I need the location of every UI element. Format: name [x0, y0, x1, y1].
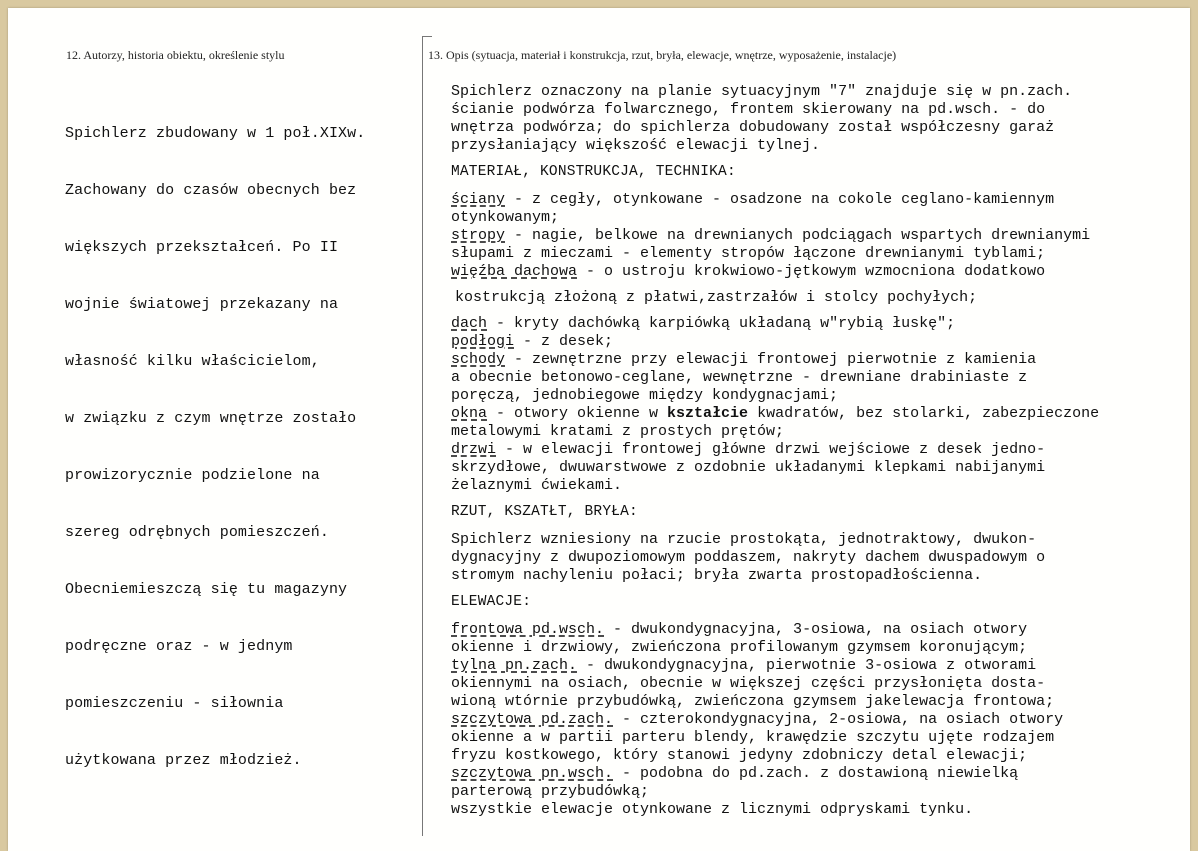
- text-line: okiennymi na osiach, obecnie w większej części przysłonięta dosta-: [451, 675, 1046, 692]
- term-ceilings: stropy: [451, 227, 506, 244]
- rear-elevation-desc: - dwukondygnacyjna, pierwotnie 3-osiowa z otworami: [577, 657, 1037, 674]
- windows-desc-bold: kształcie: [667, 405, 749, 422]
- front-elevation-desc: - dwukondygnacyjna, 3-osiowa, na osiach otwory: [604, 621, 1028, 638]
- term-front-elevation: frontowa pd.wsch.: [451, 621, 605, 638]
- term-windows: okna: [451, 405, 488, 422]
- ceilings-desc: - nagie, belkowe na drewnianych podciągach wspartych drewnianymi: [505, 227, 1091, 244]
- text-line: większych przekształceń. Po II: [65, 239, 339, 256]
- walls-desc: - z cegły, otynkowane - osadzone na cokole ceglano-kamiennym: [505, 191, 1055, 208]
- section-heading-plan: RZUT, KSZATŁT, BRYŁA:: [451, 504, 638, 520]
- material-ceilings: [451, 227, 1181, 245]
- term-stairs: schody: [451, 351, 506, 368]
- term-walls: ściany: [451, 191, 506, 208]
- roof-desc: - kryty dachówką karpiówką układaną w"rybią łuskę";: [487, 315, 956, 332]
- text-line: otynkowanym;: [451, 209, 560, 226]
- floors-desc: - z desek;: [514, 333, 614, 350]
- description-text: [451, 83, 1181, 819]
- text-line: szereg odrębnych pomieszczeń.: [65, 524, 329, 541]
- windows-desc-b: kwadratów, bez stolarki, zabezpieczone: [748, 405, 1100, 422]
- elevation-gable-sw: [451, 711, 1181, 729]
- elevation-gable-ne: [451, 765, 1181, 783]
- text-line: Obecniemieszczą się tu magazyny: [65, 581, 348, 598]
- right-column-header: 13. Opis (sytuacja, materiał i konstrukcja, rzut, bryła, elewacje, wnętrze, wyposażenie, instalacje): [428, 48, 897, 62]
- roof-truss-desc: - o ustroju krokwiowo-jętkowym wzmocniona dodatkowo: [577, 263, 1046, 280]
- section-heading-material: MATERIAŁ, KONSTRUKCJA, TECHNIKA:: [451, 164, 736, 180]
- section-heading-elevations: ELEWACJE:: [451, 594, 532, 610]
- windows-desc-a: - otwory okienne w: [487, 405, 668, 422]
- text-line: kostrukcją złożoną z płatwi,zastrzałów i stolcy pochyłych;: [455, 289, 978, 306]
- elevation-front: [451, 621, 1181, 639]
- text-line: a obecnie betonowo-ceglane, wewnętrzne - drewniane drabiniaste z: [451, 369, 1028, 386]
- document-sheet: [8, 8, 1190, 851]
- text-line: okienne a w partii parteru blendy, krawędzie szczytu ujęte rodzajem: [451, 729, 1055, 746]
- gable-ne-desc: - podobna do pd.zach. z dostawioną niewielką: [613, 765, 1019, 782]
- text-line: poręczą, jednobiegowe między kondygnacjami;: [451, 387, 839, 404]
- material-floors: [451, 333, 1181, 351]
- term-rear-elevation: tylna pn.zach.: [451, 657, 578, 674]
- term-doors: drzwi: [451, 441, 497, 458]
- text-line: podręczne oraz - w jednym: [65, 638, 293, 655]
- material-roof: [451, 315, 1181, 333]
- material-stairs: [451, 351, 1181, 369]
- material-doors: [451, 441, 1181, 459]
- elevation-rear: [451, 657, 1181, 675]
- doors-desc: - w elewacji frontowej główne drzwi wejściowe z desek jedno-: [496, 441, 1046, 458]
- plan-line: stromym nachyleniu połaci; bryła zwarta prostopadłościenna.: [451, 567, 983, 584]
- text-line: prowizorycznie podzielone na: [65, 467, 320, 484]
- text-line: metalowymi kratami z prostych prętów;: [451, 423, 785, 440]
- history-text: [65, 86, 365, 808]
- intro-line: ścianie podwórza folwarcznego, frontem skierowany na pd.wsch. - do: [451, 101, 1046, 118]
- text-line: pomieszczeniu - siłownia: [65, 695, 284, 712]
- text-line: okienne i drzwiowy, zwieńczona profilowanym gzymsem koronującym;: [451, 639, 1028, 656]
- text-line: skrzydłowe, dwuwarstwowe z ozdobnie układanymi klepkami nabijanymi: [451, 459, 1046, 476]
- text-line: parterową przybudówką;: [451, 783, 650, 800]
- text-line: wioną wtórnie przybudówką, zwieńczona gzymsem jakelewacja frontowa;: [451, 693, 1055, 710]
- material-walls: [451, 191, 1181, 209]
- text-line: własność kilku właścicielom,: [65, 353, 320, 370]
- text-line: Zachowany do czasów obecnych bez: [65, 182, 357, 199]
- term-floors: podłogi: [451, 333, 515, 350]
- intro-line: przysłaniający większość elewacji tylnej.: [451, 137, 821, 154]
- intro-line: wnętrza podwórza; do spichlerza dobudowany został współczesny garaż: [451, 119, 1055, 136]
- column-divider: [422, 36, 423, 836]
- text-line: żelaznymi ćwiekami.: [451, 477, 623, 494]
- text-line: fryzu kostkowego, który stanowi jedyny zdobniczy detal elewacji;: [451, 747, 1028, 764]
- text-line: wszystkie elewacje otynkowane z licznymi odpryskami tynku.: [451, 801, 974, 818]
- text-line: Spichlerz zbudowany w 1 poł.XIXw.: [65, 125, 366, 142]
- term-roof: dach: [451, 315, 488, 332]
- term-roof-truss: więźba dachowa: [451, 263, 578, 280]
- material-windows: [451, 405, 1181, 423]
- stairs-desc: - zewnętrzne przy elewacji frontowej pierwotnie z kamienia: [505, 351, 1037, 368]
- term-gable-sw: szczytowa pd.zach.: [451, 711, 614, 728]
- material-roof-truss: [451, 263, 1181, 281]
- term-gable-ne: szczytowa pn.wsch.: [451, 765, 614, 782]
- text-line: użytkowana przez młodzież.: [65, 752, 302, 769]
- text-line: słupami z mieczami - elementy stropów łączone drewnianymi tyblami;: [451, 245, 1046, 262]
- text-line: w związku z czym wnętrze zostało: [65, 410, 357, 427]
- gable-sw-desc: - czterokondygnacyjna, 2-osiowa, na osiach otwory: [613, 711, 1064, 728]
- text-line: wojnie światowej przekazany na: [65, 296, 339, 313]
- plan-line: Spichlerz wzniesiony na rzucie prostokąta, jednotraktowy, dwukon-: [451, 531, 1037, 548]
- column-divider-tick: [422, 36, 432, 37]
- plan-line: dygnacyjny z dwupoziomowym poddaszem, nakryty dachem dwuspadowym o: [451, 549, 1046, 566]
- left-column-header: 12. Autorzy, historia obiektu, określenie stylu: [66, 48, 285, 62]
- intro-line: Spichlerz oznaczony na planie sytuacyjnym "7" znajduje się w pn.zach.: [451, 83, 1073, 100]
